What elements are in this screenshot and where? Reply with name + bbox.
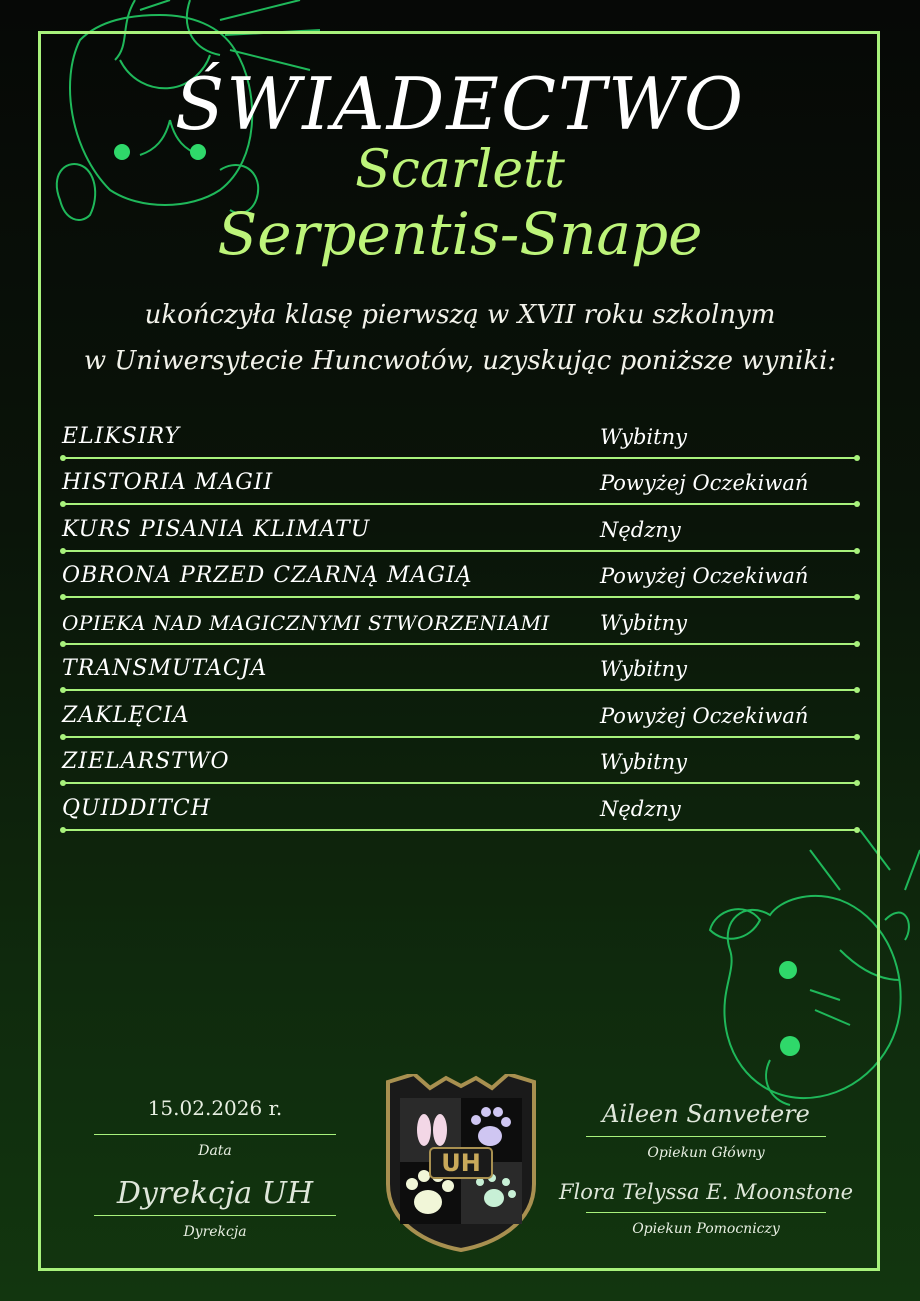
grade-value: Powyżej Oczekiwań (600, 471, 809, 495)
crest-icon (384, 1074, 538, 1252)
grade-value: Nędzny (600, 517, 681, 542)
grade-value: Nędzny (600, 796, 681, 821)
grade-row (62, 552, 858, 599)
head-guardian-line (586, 1136, 826, 1137)
subject-name: HISTORIA MAGII (62, 470, 274, 495)
grade-row (62, 691, 858, 738)
subject-name: ZIELARSTWO (62, 749, 230, 774)
grade-row (62, 784, 858, 831)
head-guardian-block (586, 1100, 826, 1161)
assistant-guardian-block (556, 1180, 856, 1237)
date-line (94, 1134, 336, 1135)
date-value: 15.02.2026 r. (147, 1096, 283, 1120)
grade-value: Wybitny (600, 424, 687, 449)
assistant-guardian-signature: Flora Telyssa E. Moonstone (558, 1180, 854, 1204)
subject-name: OBRONA PRZED CZARNĄ MAGIĄ (62, 563, 473, 588)
head-guardian-label: Opiekun Główny (647, 1145, 765, 1161)
head-guardian-signature: Aileen Sanvetere (602, 1100, 810, 1128)
grade-row (62, 645, 858, 692)
date-block (94, 1096, 336, 1159)
grade-row (62, 505, 858, 552)
grade-row (62, 738, 858, 785)
grades-table (62, 412, 858, 831)
assistant-guardian-label: Opiekun Pomocniczy (632, 1221, 780, 1237)
subject-name: TRANSMUTACJA (62, 656, 268, 681)
grade-value: Powyżej Oczekiwań (600, 703, 809, 728)
crest-text: UH (441, 1149, 481, 1177)
student-last-name: Serpentis-Snape (217, 200, 703, 268)
subject-name: ELIKSIRY (62, 423, 180, 449)
direction-line (94, 1215, 336, 1216)
intro-line-1: ukończyła klasę pierwszą w XVII roku szkolnym (144, 300, 776, 330)
subject-name: ZAKLĘCIA (62, 702, 190, 728)
grade-value: Powyżej Oczekiwań (600, 564, 809, 588)
grade-row (62, 598, 858, 645)
direction-block (94, 1176, 336, 1240)
intro-line-2: w Uniwersytecie Huncwotów, uzyskując poniższe wyniki: (83, 346, 837, 376)
grade-value: Wybitny (600, 610, 687, 635)
grade-value: Wybitny (600, 657, 687, 681)
subject-name: OPIEKA NAD MAGICZNYMI STWORZENIAMI (62, 610, 550, 635)
row-divider (62, 829, 858, 831)
direction-label: Dyrekcja (183, 1224, 247, 1240)
certificate-title: ŚWIADECTWO (174, 62, 746, 146)
subject-name: KURS PISANIA KLIMATU (62, 516, 371, 542)
grade-row (62, 459, 858, 506)
student-first-name: Scarlett (355, 140, 565, 200)
direction-signature: Dyrekcja UH (116, 1176, 314, 1211)
date-label: Data (198, 1143, 232, 1159)
grade-value: Wybitny (600, 750, 687, 774)
subject-name: QUIDDITCH (62, 795, 211, 821)
assistant-guardian-line (586, 1212, 826, 1213)
grade-row (62, 412, 858, 459)
